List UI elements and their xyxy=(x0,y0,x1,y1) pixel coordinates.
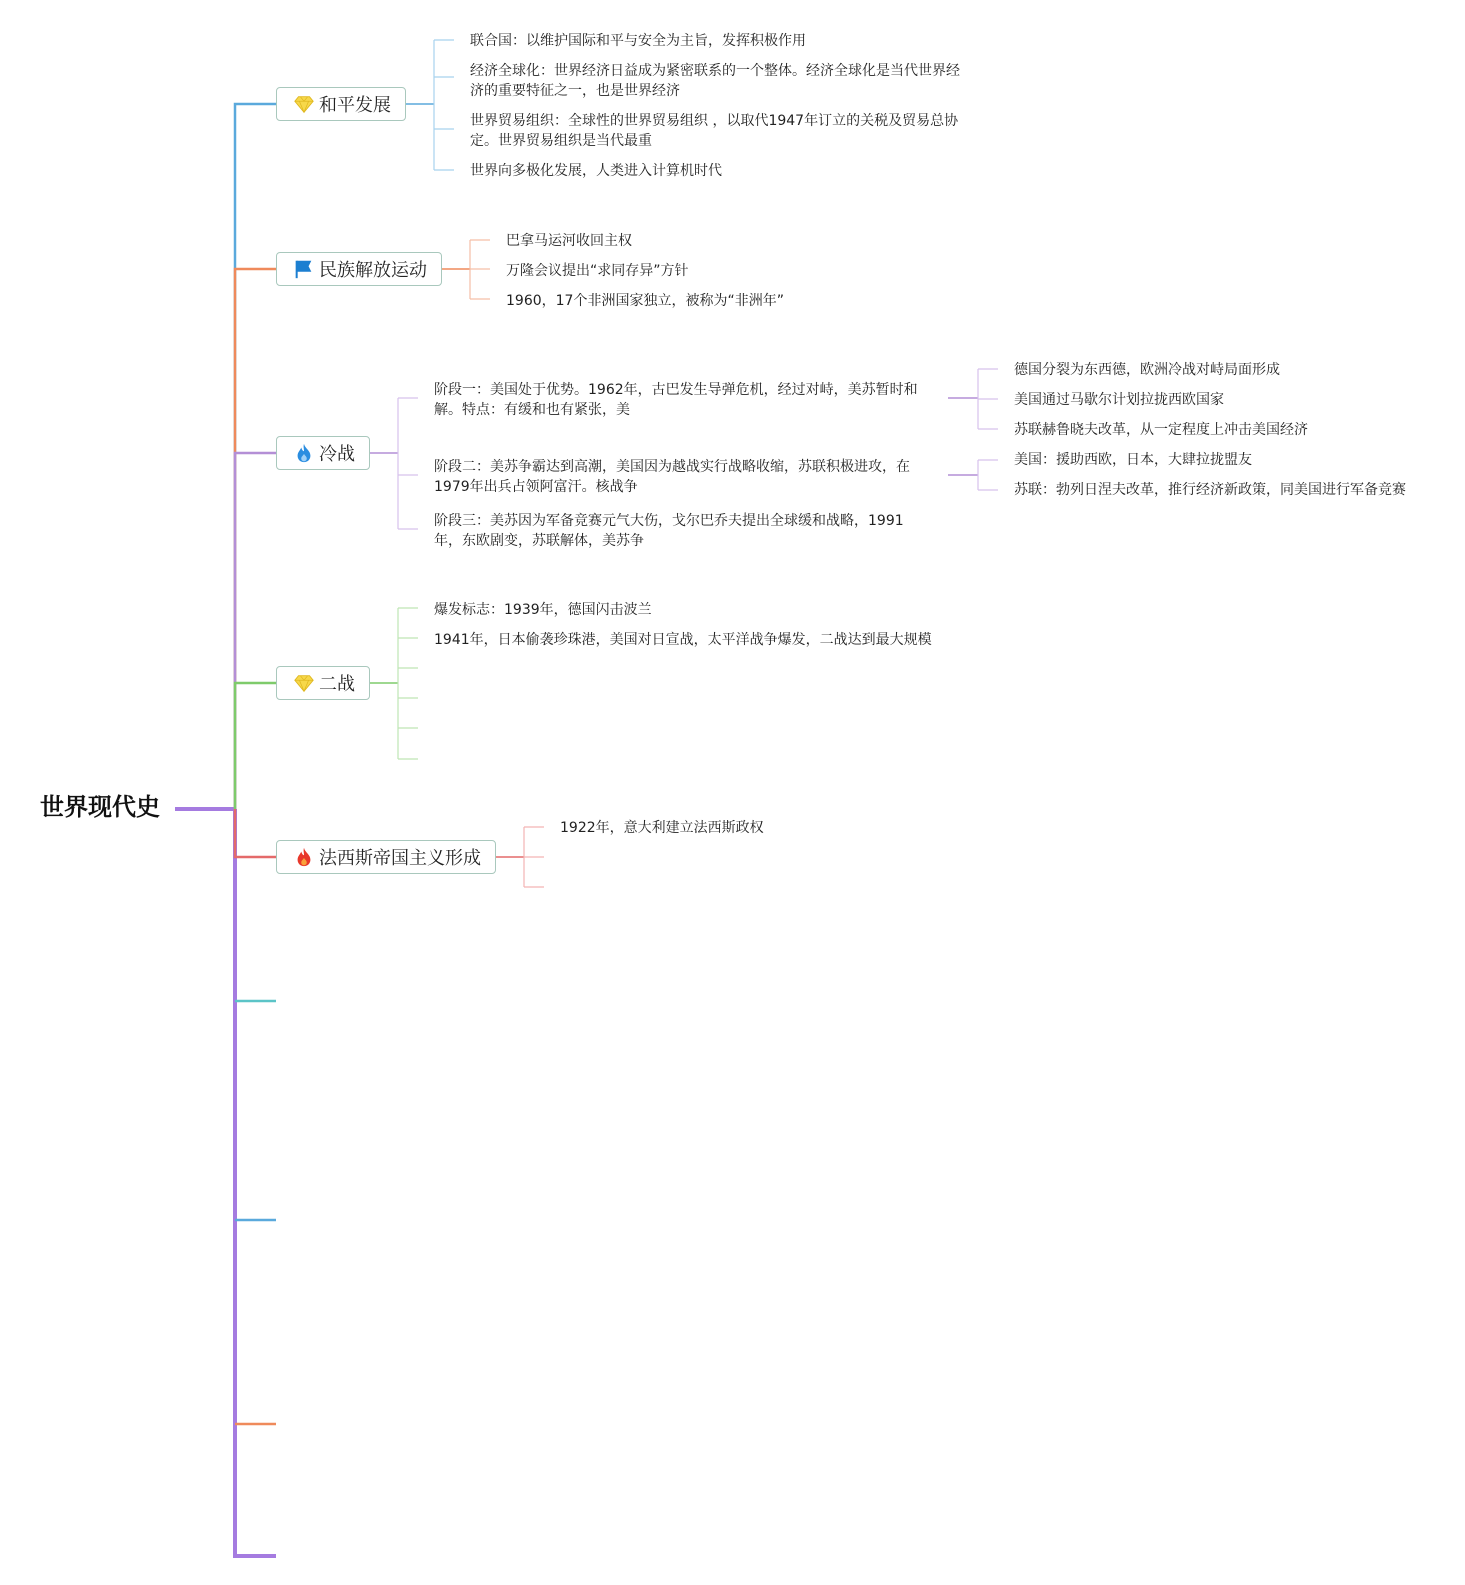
topic-label: 二战 xyxy=(319,674,355,695)
leaf-stage-one[interactable]: 阶段一：美国处于优势。1962年，古巴发生导弹危机，经过对峙，美苏暂时和解。特点：有缓和也有紧张，美 xyxy=(434,382,918,418)
leaf-us-aid[interactable]: 美国：援助西欧，日本，大肆拉拢盟友 xyxy=(1014,452,1252,468)
topic-peace-development[interactable] xyxy=(276,87,406,121)
leaf-panama[interactable]: 巴拿马运河收回主权 xyxy=(506,233,632,249)
topic-national-liberation[interactable] xyxy=(276,252,442,286)
topic-cold-war[interactable] xyxy=(276,436,370,470)
leaf-wto[interactable]: 世界贸易组织：全球性的世界贸易组织 ，以取代1947年订立的关税及贸易总协定。世界贸易组织是当代最重 xyxy=(470,113,959,149)
leaf-marshall-plan[interactable]: 美国通过马歇尔计划拉拢西欧国家 xyxy=(1014,392,1224,408)
root-topic[interactable]: 世界现代史 xyxy=(40,793,160,821)
leaf-multipolar[interactable]: 世界向多极化发展，人类进入计算机时代 xyxy=(470,163,722,179)
topic-label: 冷战 xyxy=(319,444,355,465)
leaf-khrushchev-reform[interactable]: 苏联赫鲁晓夫改革，从一定程度上冲击美国经济 xyxy=(1014,422,1308,438)
water-flame-icon xyxy=(293,442,315,464)
topic-label: 和平发展 xyxy=(319,95,391,116)
leaf-germany-split[interactable]: 德国分裂为东西德，欧洲冷战对峙局面形成 xyxy=(1014,362,1280,378)
diamond-icon xyxy=(293,672,315,694)
leaf-stage-two[interactable]: 阶段二：美苏争霸达到高潮，美国因为越战实行战略收缩，苏联积极进攻，在1979年出兵占领阿富汗。核战争 xyxy=(434,459,910,495)
leaf-africa-year[interactable]: 1960，17个非洲国家独立，被称为“非洲年” xyxy=(506,293,784,309)
leaf-outbreak[interactable]: 爆发标志：1939年，德国闪击波兰 xyxy=(434,602,652,618)
topic-fascism[interactable] xyxy=(276,840,496,874)
topic-label: 法西斯帝国主义形成 xyxy=(319,848,481,869)
topic-label: 民族解放运动 xyxy=(319,260,427,281)
diamond-icon xyxy=(293,93,315,115)
leaf-un[interactable]: 联合国：以维护国际和平与安全为主旨，发挥积极作用 xyxy=(470,33,806,49)
leaf-italy-fascism[interactable]: 1922年，意大利建立法西斯政权 xyxy=(560,820,764,836)
leaf-bandung[interactable]: 万隆会议提出“求同存异”方针 xyxy=(506,263,689,279)
leaf-stage-three[interactable]: 阶段三：美苏因为军备竞赛元气大伤，戈尔巴乔夫提出全球缓和战略，1991年，东欧剧变，苏联解体，美苏争 xyxy=(434,513,904,549)
leaf-pearl-harbor[interactable]: 1941年，日本偷袭珍珠港，美国对日宣战，太平洋战争爆发，二战达到最大规模 xyxy=(434,632,932,648)
flag-icon xyxy=(293,258,315,280)
topic-ww2[interactable] xyxy=(276,666,370,700)
leaf-brezhnev-reform[interactable]: 苏联：勃列日涅夫改革，推行经济新政策，同美国进行军备竞赛 xyxy=(1014,482,1406,498)
fire-icon xyxy=(293,846,315,868)
leaf-globalization[interactable]: 经济全球化：世界经济日益成为紧密联系的一个整体。经济全球化是当代世界经济的重要特征之一，也是世界经济 xyxy=(470,63,960,99)
